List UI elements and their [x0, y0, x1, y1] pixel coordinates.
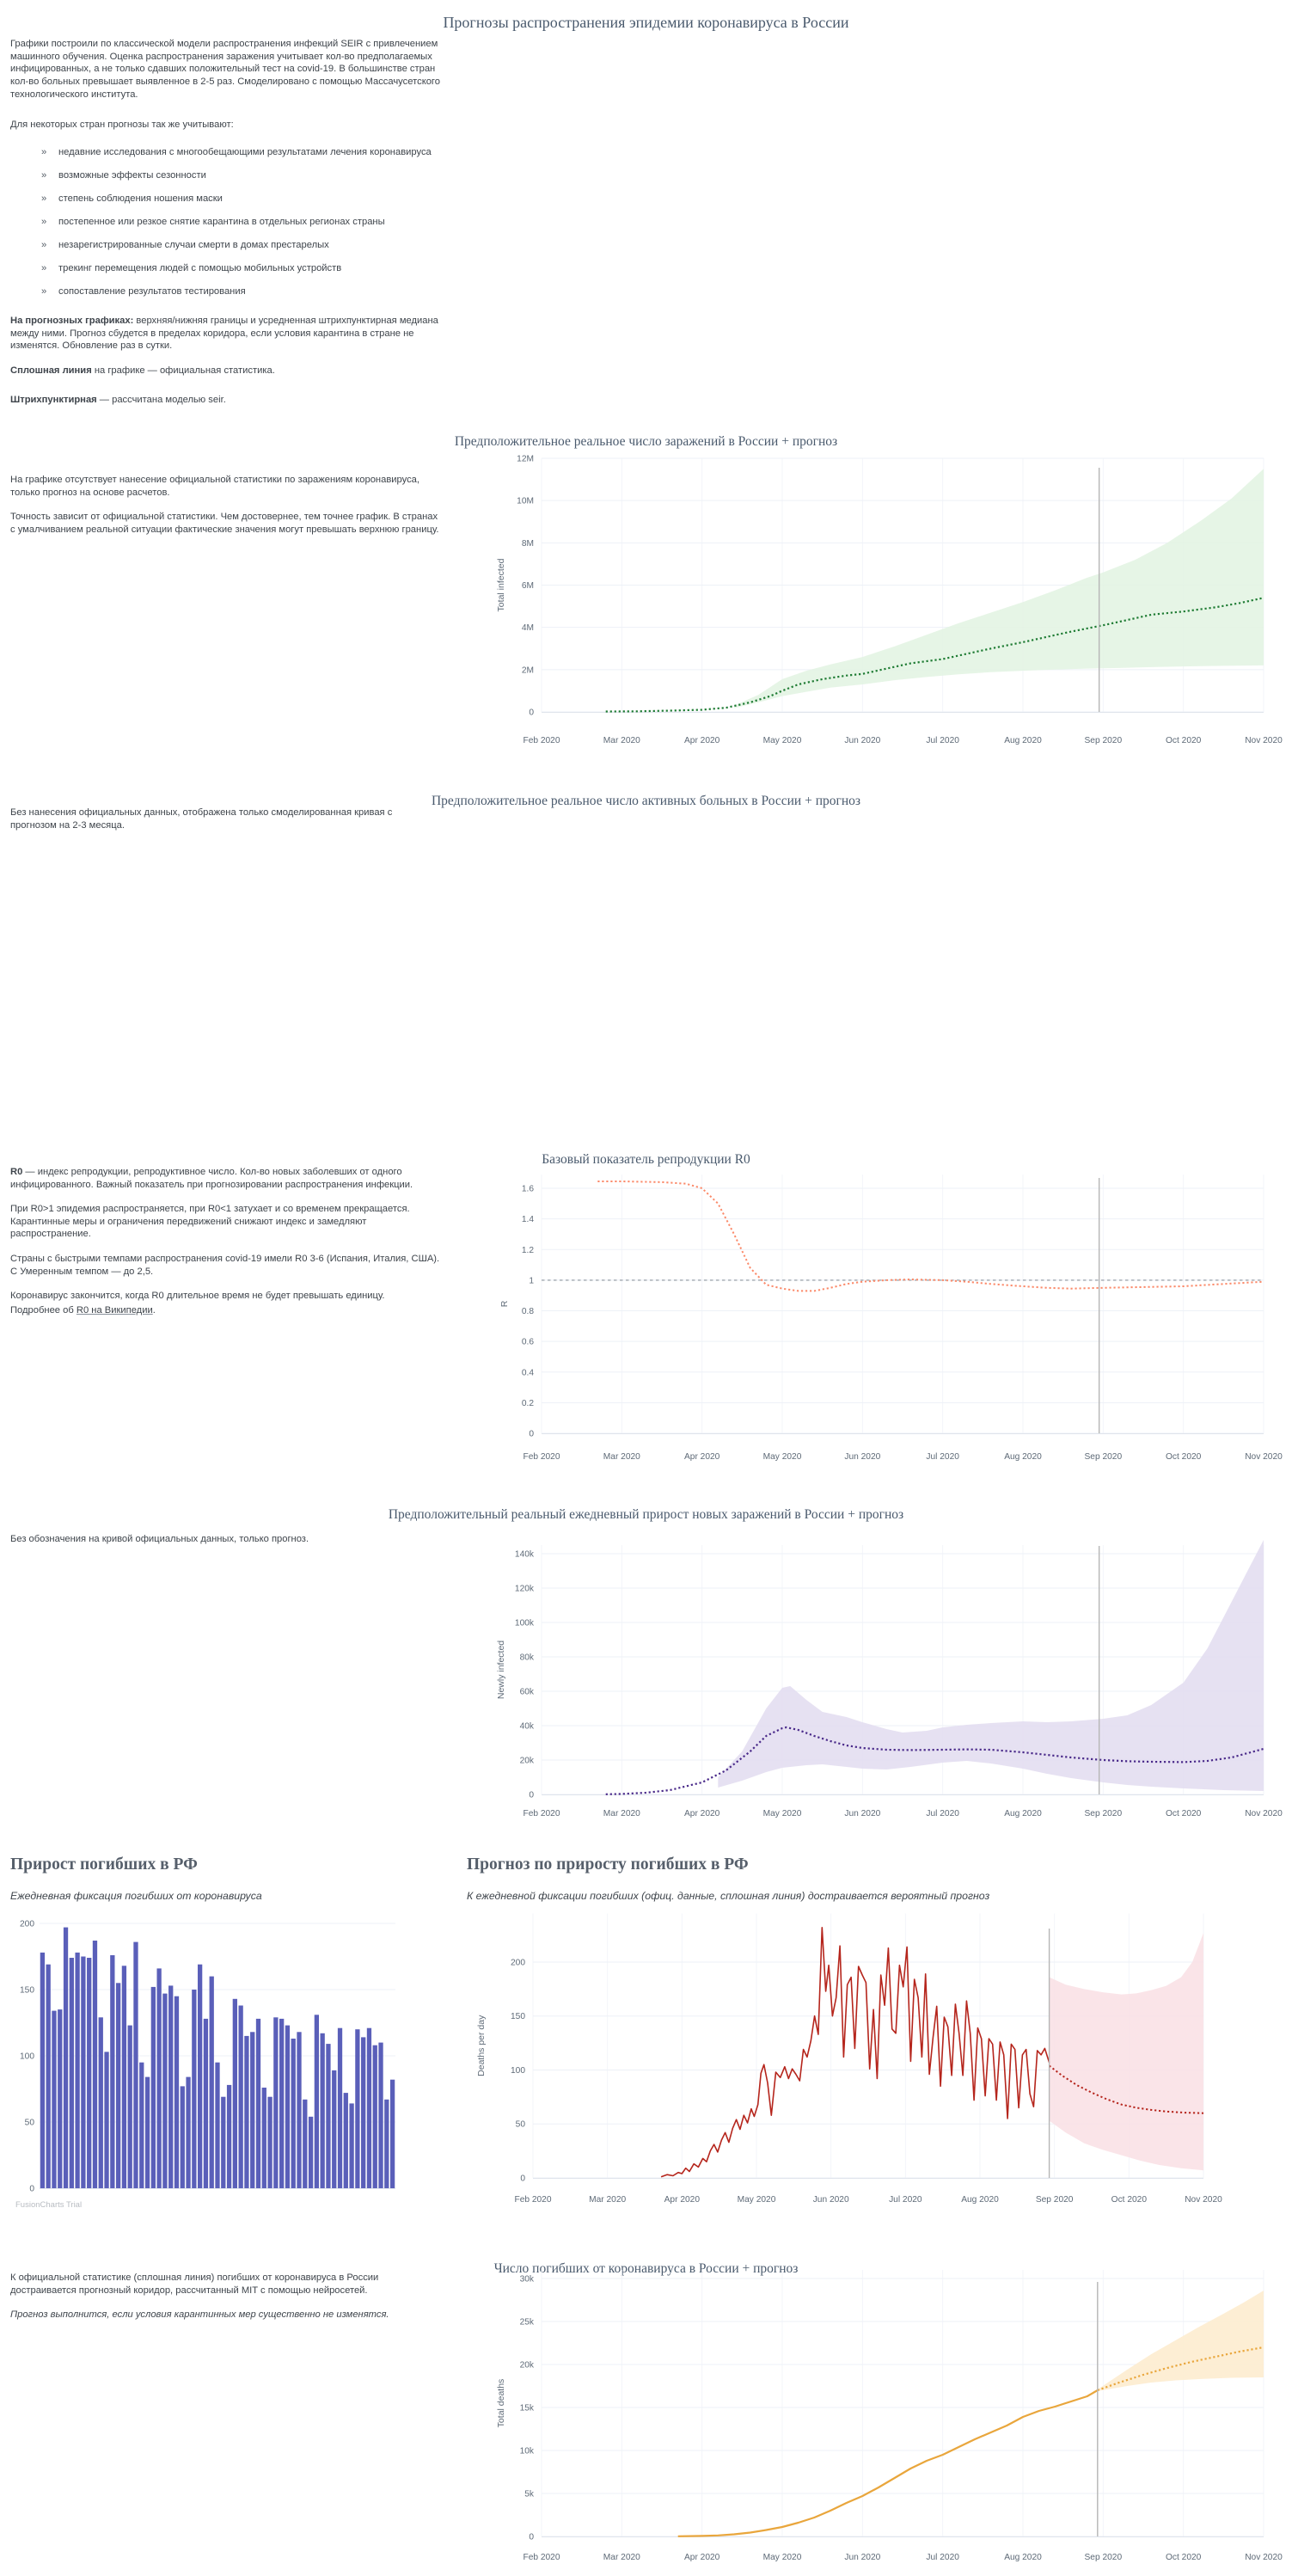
svg-text:1.6: 1.6 [521, 1184, 534, 1194]
note-dashdot-rest: — рассчитана моделью seir. [96, 395, 226, 406]
svg-text:0.6: 0.6 [521, 1337, 534, 1347]
total-infected-chart [464, 444, 1289, 781]
bar [315, 2015, 319, 2188]
deaths-per-day-chart [460, 1913, 1259, 2216]
svg-text:12M: 12M [517, 454, 534, 464]
bar [58, 2009, 62, 2188]
bar [162, 1994, 167, 2188]
svg-text:Jun 2020: Jun 2020 [844, 736, 881, 745]
daily-deaths-title: Прирост погибших в РФ [10, 1855, 198, 1874]
note-forecast-rest: верхняя/нижняя границы и усредненная штрихпунктирная медиана между ними. Прогноз сбудется в пределах коридора, если условия карантина в стране не изменятся. Обновление раз в сутки. [10, 316, 438, 352]
svg-text:140k: 140k [514, 1549, 534, 1560]
bar [81, 1957, 85, 2189]
r0-wiki-line [10, 1304, 444, 1317]
bar [64, 1928, 68, 2188]
svg-text:Feb 2020: Feb 2020 [523, 1809, 560, 1819]
chart-grid [542, 1175, 1264, 1434]
svg-text:Mar 2020: Mar 2020 [603, 2553, 640, 2562]
forecast-band [734, 469, 1264, 708]
total-deaths-chart [464, 2270, 1289, 2576]
bar [221, 2097, 225, 2188]
svg-text:100: 100 [20, 2052, 34, 2062]
svg-text:Oct 2020: Oct 2020 [1165, 2553, 1202, 2562]
bar [52, 2011, 56, 2188]
svg-text:120k: 120k [514, 1584, 534, 1594]
r0-description [10, 1166, 444, 1328]
svg-text:Apr 2020: Apr 2020 [683, 736, 720, 745]
bar [110, 1955, 114, 2188]
chart-axis-labels [496, 2275, 1283, 2563]
svg-text:Oct 2020: Oct 2020 [1165, 1809, 1202, 1819]
svg-text:Jun 2020: Jun 2020 [812, 2195, 849, 2205]
svg-text:Sep 2020: Sep 2020 [1084, 1452, 1123, 1462]
svg-text:0: 0 [29, 2184, 34, 2194]
bar [297, 2032, 301, 2188]
forecast-factor: » степень соблюдения ношения маски [41, 193, 591, 205]
svg-text:30k: 30k [519, 2274, 534, 2285]
svg-text:0: 0 [529, 2532, 534, 2542]
svg-text:Aug 2020: Aug 2020 [1004, 1452, 1042, 1462]
r0-p2: При R0>1 эпидемия распространяется, при R0<1 затухает и со временем прекращается. Карантинные меры и ограничения передвижений снижают индекс и замедляют распространение. [10, 1204, 410, 1240]
svg-text:Mar 2020: Mar 2020 [589, 2195, 627, 2205]
bar [309, 2117, 313, 2188]
bar [70, 1958, 74, 2188]
forecast-factor: » возможные эффекты сезонности [41, 169, 591, 181]
svg-text:Total deaths: Total deaths [496, 2378, 506, 2428]
bar [168, 1985, 173, 2188]
bar [273, 2017, 278, 2188]
active-cases-p1: Без нанесения официальных данных, отображена только смоделированная кривая с прогнозом на 2-3 месяца. [10, 807, 393, 831]
svg-text:Apr 2020: Apr 2020 [664, 2195, 701, 2205]
svg-text:150: 150 [511, 2012, 525, 2022]
svg-text:Jul 2020: Jul 2020 [926, 2553, 959, 2562]
svg-text:Apr 2020: Apr 2020 [683, 2553, 720, 2562]
svg-text:8M: 8M [521, 538, 534, 549]
bar [87, 1958, 91, 2188]
factors-list [41, 146, 591, 309]
svg-text:Nov 2020: Nov 2020 [1245, 736, 1283, 745]
series-r0_median [597, 1181, 1264, 1291]
fusioncharts-watermark: FusionCharts Trial [15, 2200, 83, 2210]
forecast-factor: » сопоставление результатов тестирования [41, 285, 591, 297]
bar [244, 2036, 248, 2188]
page-title: Прогнозы распространения эпидемии коронавируса в России [443, 14, 849, 32]
svg-text:Jul 2020: Jul 2020 [889, 2195, 922, 2205]
svg-text:Nov 2020: Nov 2020 [1245, 2553, 1283, 2562]
bar [332, 2070, 336, 2188]
svg-text:1: 1 [529, 1276, 534, 1286]
svg-text:0.2: 0.2 [521, 1398, 534, 1408]
svg-text:Mar 2020: Mar 2020 [603, 736, 640, 745]
svg-text:Mar 2020: Mar 2020 [603, 1452, 640, 1462]
forecast-factor: » недавние исследования с многообещающими результатами лечения коронавируса [41, 146, 591, 158]
forecast-factor: » трекинг перемещения людей с помощью мобильных устройств [41, 262, 591, 274]
bar [175, 1996, 179, 2188]
r0-p1-rest: — индекс репродукции, репродуктивное число. Кол-во новых заболевших от одного инфицированного. Важный показатель при прогнозировании распространения инфекции. [10, 1167, 413, 1190]
bar [384, 2100, 389, 2188]
section-title-active-cases: Предположительное реальное число активных больных в России + прогноз [431, 793, 861, 808]
intro-paragraph: Графики построили по классической модели распространения инфекций SEIR с привлечением машинного обучения. Оценка распространения заражения учитывает кол-во предполагаемых инфицированных, а не только сдавших положительный тест на covid-19. В большинстве стран кол-во больных превышает выявленное в 2-5 раз. Смоделировано с помощью Массачусетского технологического института. [10, 39, 440, 100]
svg-text:May 2020: May 2020 [762, 2553, 802, 2562]
r0-p3: Страны с быстрыми темпами распространения covid-19 имели R0 3-6 (Испания, Италия, США). С Умеренным темпом — до 2,5. [10, 1253, 440, 1277]
svg-text:10M: 10M [517, 496, 534, 506]
svg-text:Aug 2020: Aug 2020 [961, 2195, 999, 2205]
bar [156, 1968, 161, 2188]
bar [378, 2043, 383, 2188]
svg-text:Aug 2020: Aug 2020 [1004, 1809, 1042, 1819]
svg-text:Jul 2020: Jul 2020 [926, 1452, 959, 1462]
svg-text:Nov 2020: Nov 2020 [1245, 1809, 1283, 1819]
svg-text:6M: 6M [521, 581, 534, 591]
svg-text:40k: 40k [519, 1721, 534, 1732]
section-title-total-deaths: Число погибших от коронавируса в России + прогноз [493, 2260, 799, 2276]
bar [303, 2100, 307, 2188]
r0-p1-lead: R0 [10, 1167, 23, 1177]
bar [75, 1953, 79, 2188]
bar [338, 2028, 342, 2188]
forecast-factor: » незарегистрированные случаи смерти в домах престарелых [41, 239, 591, 251]
note-dashdot-lead: Штрихпунктирная [10, 395, 97, 406]
r0-link-suffix: . [152, 1304, 156, 1316]
bar [239, 2006, 243, 2189]
svg-text:Feb 2020: Feb 2020 [523, 1452, 560, 1462]
svg-text:Sep 2020: Sep 2020 [1035, 2195, 1074, 2205]
svg-text:20k: 20k [519, 2360, 534, 2371]
note-forecast-lead: На прогнозных графиках: [10, 316, 134, 327]
bar [373, 2045, 377, 2188]
total-deaths-description [10, 2272, 444, 2334]
daily-deaths-bar-chart [7, 1907, 428, 2218]
forecast-factor: » постепенное или резкое снятие карантина в отдельных регионах страны [41, 216, 591, 228]
bar [233, 1999, 237, 2188]
svg-text:Deaths per day: Deaths per day [476, 2015, 487, 2076]
svg-text:Feb 2020: Feb 2020 [523, 736, 560, 745]
svg-text:Aug 2020: Aug 2020 [1004, 736, 1042, 745]
deaths-forecast-subtitle: К ежедневной фиксации погибших (офиц. данные, сплошная линия) достраивается вероятный прогноз [467, 1890, 990, 1903]
active-cases-description [10, 807, 393, 843]
factors-heading: Для некоторых стран прогнозы так же учитывают: [10, 120, 234, 131]
r0-link-prefix: Подробнее об [10, 1304, 77, 1316]
bar [344, 2093, 348, 2188]
svg-text:Nov 2020: Nov 2020 [1245, 1452, 1283, 1462]
svg-text:0: 0 [529, 1429, 534, 1439]
bar [93, 1941, 97, 2188]
newly-infected-subtitle: Без обозначения на кривой официальных данных, только прогноз. [10, 1534, 309, 1545]
svg-text:25k: 25k [519, 2317, 534, 2328]
svg-text:150: 150 [20, 1985, 34, 1996]
bar [227, 2085, 231, 2188]
svg-text:Oct 2020: Oct 2020 [1165, 1452, 1202, 1462]
svg-text:Total infected: Total infected [496, 558, 506, 612]
bar [192, 1990, 196, 2188]
note-forecast [10, 315, 459, 353]
svg-text:Jun 2020: Jun 2020 [844, 1809, 881, 1819]
forecast-band [1098, 2291, 1264, 2391]
svg-text:Jul 2020: Jul 2020 [926, 1809, 959, 1819]
svg-text:May 2020: May 2020 [762, 1809, 802, 1819]
bar [390, 2080, 395, 2188]
bar [204, 2019, 208, 2188]
bar [128, 2026, 132, 2188]
forecast-band [718, 1540, 1264, 1791]
total-deaths-p1: К официальной статистике (сплошная линия) погибших от коронавируса в России достраивается прогнозный коридор, рассчитанный MIT с помощью нейросетей. [10, 2272, 379, 2296]
svg-text:0.8: 0.8 [521, 1307, 534, 1317]
bar [181, 2086, 185, 2188]
svg-text:100k: 100k [514, 1618, 534, 1628]
bar [279, 2019, 284, 2188]
bar [361, 2037, 365, 2188]
svg-text:0: 0 [529, 1790, 534, 1800]
svg-text:1.4: 1.4 [521, 1215, 534, 1225]
bar [285, 2026, 290, 2188]
r0-p1 [10, 1166, 444, 1191]
total-deaths-p2: Прогноз выполнится, если условия карантинных мер существенно не изменятся. [10, 2309, 389, 2321]
svg-text:Newly infected: Newly infected [496, 1640, 506, 1700]
bar [267, 2097, 272, 2188]
chart-axis-labels [499, 1185, 1283, 1462]
bar [99, 2017, 103, 2188]
svg-text:May 2020: May 2020 [762, 1452, 802, 1462]
bar [349, 2103, 353, 2188]
svg-text:50: 50 [24, 2118, 34, 2128]
bar [133, 1942, 138, 2188]
svg-text:Jun 2020: Jun 2020 [844, 2553, 881, 2562]
svg-text:10k: 10k [519, 2446, 534, 2456]
svg-text:50: 50 [515, 2119, 525, 2130]
bar [46, 1965, 51, 2188]
svg-text:2M: 2M [521, 665, 534, 676]
svg-text:4M: 4M [521, 623, 534, 634]
svg-text:Feb 2020: Feb 2020 [523, 2553, 560, 2562]
bar [262, 2088, 266, 2188]
bar [291, 2039, 296, 2188]
section-title-r0: Базовый показатель репродукции R0 [542, 1151, 750, 1167]
svg-text:Oct 2020: Oct 2020 [1111, 2195, 1148, 2205]
chart-grid [542, 2270, 1264, 2537]
total-infected-p1: На графике отсутствует нанесение официальной статистики по заражениям коронавируса, только прогноз на основе расчетов. [10, 475, 420, 498]
bar [151, 1987, 156, 2188]
svg-text:Sep 2020: Sep 2020 [1084, 1809, 1123, 1819]
series-official_daily_deaths [661, 1928, 1050, 2177]
svg-text:R: R [499, 1300, 510, 1308]
bar [40, 1953, 45, 2188]
total-infected-p2: Точность зависит от официальной статистики. Чем достовернее, тем точнее график. В странах с умалчиванием реальной ситуации фактические значения могут превышать верхнюю границу. [10, 512, 439, 535]
bar [326, 2044, 330, 2188]
svg-text:May 2020: May 2020 [762, 736, 802, 745]
daily-deaths-subtitle: Ежедневная фиксация погибших от коронавируса [10, 1890, 262, 1903]
svg-text:15k: 15k [519, 2403, 534, 2413]
svg-text:200: 200 [20, 1919, 34, 1929]
series-official_total_deaths [678, 2390, 1098, 2536]
deaths-forecast-title: Прогноз по приросту погибших в РФ [467, 1855, 749, 1874]
bar [116, 1983, 120, 2188]
svg-text:0: 0 [529, 708, 534, 718]
section-title-total-infected: Предположительное реальное число заражений в России + прогноз [454, 433, 838, 449]
svg-text:20k: 20k [519, 1756, 534, 1766]
svg-text:Sep 2020: Sep 2020 [1084, 736, 1123, 745]
svg-text:100: 100 [511, 2065, 525, 2076]
svg-text:Feb 2020: Feb 2020 [514, 2195, 552, 2205]
section-title-newly-infected: Предположительный реальный ежедневный прирост новых заражений в России + прогноз [388, 1506, 904, 1522]
r0-wikipedia-link[interactable]: R0 на Википедии [76, 1304, 153, 1316]
svg-text:80k: 80k [519, 1653, 534, 1663]
note-solid-line [10, 365, 459, 377]
bar [367, 2028, 371, 2188]
svg-text:1.2: 1.2 [521, 1245, 534, 1255]
bar [355, 2029, 359, 2188]
bar [256, 2019, 260, 2188]
r0-chart [464, 1166, 1289, 1486]
forecast-band [1050, 1933, 1203, 2170]
note-dashdot-line [10, 394, 459, 407]
note-solid-lead: Сплошная линия [10, 365, 92, 377]
bar [321, 2033, 325, 2188]
bar [198, 1965, 202, 2188]
bars [40, 1928, 395, 2188]
svg-text:60k: 60k [519, 1687, 534, 1697]
total-infected-description [10, 474, 444, 548]
bar [145, 2077, 150, 2188]
svg-text:200: 200 [511, 1958, 525, 1968]
bar [210, 1977, 214, 2188]
svg-text:Jul 2020: Jul 2020 [926, 736, 959, 745]
r0-p4: Коронавирус закончится, когда R0 длительное время не будет превышать единицу. [10, 1291, 385, 1302]
svg-text:Aug 2020: Aug 2020 [1004, 2553, 1042, 2562]
svg-text:0: 0 [520, 2174, 525, 2184]
svg-text:Sep 2020: Sep 2020 [1084, 2553, 1123, 2562]
svg-text:5k: 5k [524, 2489, 534, 2499]
svg-text:0.4: 0.4 [521, 1368, 534, 1378]
bar [122, 1966, 126, 2188]
bar [215, 2063, 219, 2188]
svg-text:May 2020: May 2020 [737, 2195, 776, 2205]
bar [186, 2077, 190, 2188]
svg-text:Apr 2020: Apr 2020 [683, 1452, 720, 1462]
note-solid-rest: на графике — официальная статистика. [91, 365, 275, 377]
svg-text:Oct 2020: Oct 2020 [1165, 736, 1202, 745]
bar [250, 2032, 254, 2188]
bar [139, 2063, 144, 2188]
svg-text:Apr 2020: Apr 2020 [683, 1809, 720, 1819]
newly-infected-chart [464, 1539, 1289, 1826]
svg-text:Mar 2020: Mar 2020 [603, 1809, 640, 1819]
svg-text:Nov 2020: Nov 2020 [1185, 2195, 1222, 2205]
bar [104, 2052, 108, 2188]
svg-text:Jun 2020: Jun 2020 [844, 1452, 881, 1462]
